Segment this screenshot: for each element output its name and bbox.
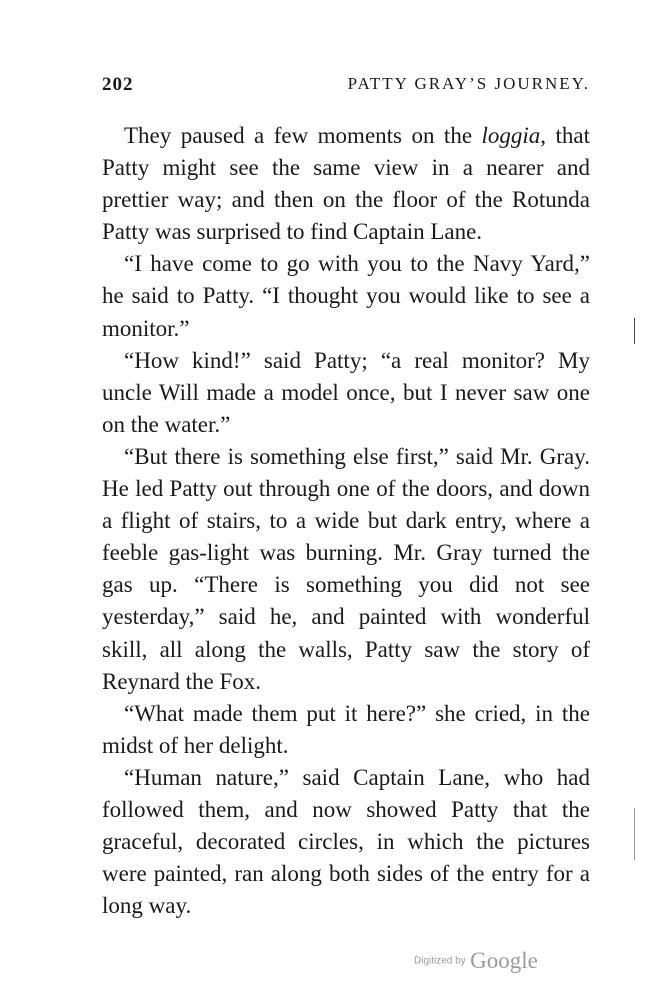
paragraph-1-text-start: They paused a few moments on the xyxy=(124,123,482,148)
page-number: 202 xyxy=(102,74,134,95)
running-head: PATTY GRAY’S JOURNEY. xyxy=(347,74,590,93)
paragraph-4: “But there is something else first,” said Mr. Gray. He led Patty out through one of the doors, and down a flight of stairs, to a wide but dark entry, where a feeble gas-light was burning. Mr. Gray turned the gas up. “There is something you did not see yesterday,” said he, and painted with wonderful skill, all along the walls, Patty saw the story of Reynard the Fox. xyxy=(102,443,590,694)
italic-word: loggia xyxy=(481,123,541,148)
paragraph-2: “I have come to go with you to the Navy Yard,” he said to Patty. “I thought you would like to see a monitor.” xyxy=(102,251,590,341)
margin-mark xyxy=(634,318,635,344)
body-text xyxy=(102,120,590,922)
watermark-brand: Google xyxy=(470,948,538,973)
paragraph-5: “What made them put it here?” she cried, in the midst of her delight. xyxy=(102,700,590,758)
paragraph-3: “How kind!” said Patty; “a real monitor? My uncle Will made a model once, but I never saw one on the water.” xyxy=(102,347,590,437)
margin-mark xyxy=(634,808,635,860)
watermark-prefix: Digitized by xyxy=(414,955,466,967)
paragraph-1-text-end: , that Patty might see the same view in a nearer and prettier way; and then on the floor of the Rotunda Patty was surprised to find Captain Lane. xyxy=(102,123,590,245)
paragraph-1 xyxy=(102,120,590,248)
page-header xyxy=(102,74,590,104)
paragraph-6: “Human nature,” said Captain Lane, who had followed them, and now showed Patty that the graceful, decorated circles, in which the pictures were painted, ran along both sides of the entry for a long way. xyxy=(102,764,590,919)
digitized-watermark xyxy=(414,948,538,974)
